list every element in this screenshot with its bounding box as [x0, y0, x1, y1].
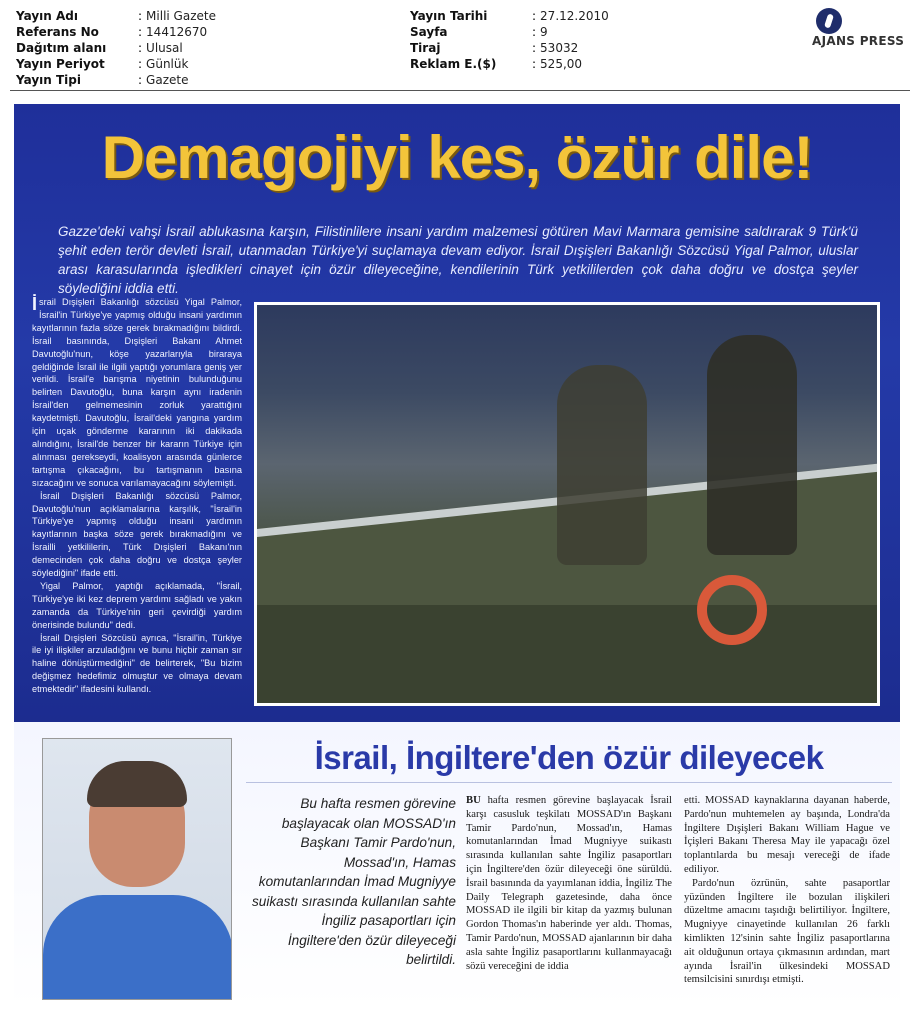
boat-photo: [254, 302, 880, 706]
meta-value: Milli Gazete: [146, 9, 216, 23]
meta-colon: :: [138, 9, 143, 23]
meta-value: 525,00: [540, 57, 583, 71]
body-paragraph-text: srail Dışişleri Bakanlığı sözcüsü Yigal Palmor, İsrail'in Türkiye'ye yapmış olduğu insani yardımın kayıtlarının fazla söze gerek bırakmadığını bildirdi. İsrail basınında, Dışişleri Bakanı Ahmet Davutoğlu'nun, köşe yazarlarıyla biraraya geldiğinde İsrail ile ilgili yaptığı yorumlara geniş yer verildi. İsrail'e barışma niyetinin bulunduğunu belirten Davutoğlu, buna karşın aynı iradenin İsrail'den gelmemesinin zorluk yarattığını kaydetmişti. Davutoğlu, İsrail'deki yangına yardım için uçak gönderme kararının iki dakikada alındığını, İsrail'de benzer bir kararın Türkiye için alınması gerekseydi, koalisyon arasında günlerce tartışma çıkacağını, bu tartışmanın basına sızacağını ve sonuca varılamayacağını söylemişti.: [32, 297, 242, 488]
meta-label: Dağıtım alanı: [16, 41, 107, 55]
sub-body-column-2: [684, 794, 890, 987]
meta-label: Reklam E.($): [410, 57, 497, 71]
person-hair-shape: [87, 761, 187, 807]
meta-label: Yayın Tipi: [16, 73, 81, 87]
meta-colon: :: [138, 41, 143, 55]
body-paragraph: [32, 296, 242, 490]
main-body-column: [32, 296, 242, 696]
meta-label: Tiraj: [410, 41, 441, 55]
meta-value: Ulusal: [146, 41, 183, 55]
lead-word: BU: [466, 795, 481, 806]
meta-label: Sayfa: [410, 25, 448, 39]
main-lead: Gazze'deki vahşi İsrail ablukasına karşın, Filistinlilere insani yardım malzemesi götüren Mavi Marmara gemisine saldırarak 9 Türk'ü şehit eden terör devleti İsrail, utanmadan Türkiye'yi suçlamaya devam ediyor. İsrail Dışişleri Bakanlığı Sözcüsü Yigal Palmor, uluslar arası karasularında işledikleri cinayet için özür dileyeceğine, kendilerinin Türk yetkililerden çok daha doğru ve dostça şeyler söylediğini iddia etti.: [58, 224, 858, 296]
soldier-figure-2: [707, 335, 797, 555]
meta-row: [16, 8, 396, 24]
sub-deck: Bu hafta resmen görevine başlayacak olan MOSSAD'ın Başkanı Tamir Pardo'nun, Mossad'ın, Hamas komutanlarından İmad Mugniyye suikastı sırasında kullanılan sahte İngiliz pasaportları için İngiltere'den özür dileyeceği belirtildi.: [251, 796, 456, 967]
ajans-press-logo: [812, 8, 912, 50]
meta-row: [16, 24, 396, 40]
body-paragraph: Pardo'nun özrünün, sahte pasaportlar yüzünden İngiltere ile bozulan ilişkileri düzeltme amacını taşıdığı belirtiliyor. İngiltere, Mugniyye cinayetinde kullanılan 26 farklı kimlikten 12'sinin sahte İngiliz pasaportlarına ait olduğunun ortaya çıkmasının ardından, mart ayında İsrail'in ülkesindeki MOSSAD temsilcisini sınırdışı etmişti.: [684, 877, 890, 986]
body-paragraph-text: hafta resmen görevine başlayacak İsrail karşı casusluk teşkilatı MOSSAD'ın Başkanı Tamir Pardo'nun, Mossad'ın, Hamas komutanlarından İmad Mugniyye suikastı sırasında kullanılan sahte İngiliz pasaportları için İngiltere'den özür dileyeceği öne sürüldü. İsrail basınında da yayımlanan iddia, İngiliz The Daily Telegraph gazetesinde, daha önce MOSSAD ile ilgili bir kitap da yazmış bulunan Gordon Thomas'ın haberinde yer aldı. Thomas, Tamir Pardo'nun, MOSSAD ajanlarının bir daha asla sahte İngiliz pasaportlarını kullanmayacağı sözü vereceğini de iddia: [466, 795, 672, 972]
meta-label: Yayın Adı: [16, 9, 78, 23]
meta-colon: :: [532, 9, 537, 23]
body-paragraph: [466, 794, 672, 973]
meta-row: [410, 40, 770, 56]
sub-headline: İsrail, İngiltere'den özür dileyecek: [314, 739, 824, 776]
meta-row: [410, 24, 770, 40]
newspaper-clipping: [14, 104, 912, 1008]
meta-colon: :: [138, 57, 143, 71]
meta-row: [410, 56, 770, 72]
body-paragraph: Yigal Palmor, yaptığı açıklamada, "İsrail, Türkiye'ye iki kez deprem yardımı sağladı ve yakın zamanda da Türkiye'nin geri çevirdiği yardım önerisinde bulundu" dedi.: [32, 580, 242, 630]
meta-colon: :: [532, 41, 537, 55]
main-article: [14, 104, 900, 722]
meta-value: 9: [540, 25, 548, 39]
meta-label: Yayın Tarihi: [410, 9, 488, 23]
meta-value: Günlük: [146, 57, 189, 71]
meta-row: [410, 8, 770, 24]
meta-label: Yayın Periyot: [16, 57, 105, 71]
sub-article: [14, 722, 900, 1008]
sub-body-column-1: [466, 794, 672, 973]
life-buoy-shape: [697, 575, 767, 645]
sub-headline-divider: [246, 782, 892, 783]
meta-value: 27.12.2010: [540, 9, 609, 23]
body-paragraph: etti. MOSSAD kaynaklarına dayanan haberde, Pardo'nun muhtemelen ay başında, Londra'da İngiltere Dışişleri Bakanı William Hague ve İçişleri Bakanı Theresa May ile yapacağı özel toplantılarda bu mesajı vereceği de ifade ediliyor.: [684, 795, 890, 875]
soldier-figure-1: [557, 365, 647, 565]
ajans-press-logo-icon: [816, 8, 842, 34]
meta-colon: :: [138, 25, 143, 39]
meta-value: 14412670: [146, 25, 208, 39]
meta-left-block: [16, 8, 396, 88]
header-divider: [10, 90, 910, 91]
main-headline: Demagojiyi kes, özür dile!: [101, 124, 813, 191]
ajans-press-logo-text: AJANS PRESS: [812, 34, 905, 48]
meta-right-block: [410, 8, 770, 72]
meta-value: 53032: [540, 41, 579, 55]
body-paragraph: İsrail Dışişleri Sözcüsü ayrıca, "İsrail'in, Türkiye ile iyi ilişkiler arzuladığını ve bunu hiçbir zaman sır haline dönüştürmediğini" de belirterek, "Bu bizim değişmez hedefimiz olmuştur ve olmaya devam etmektedir" ifadesini kullandı.: [32, 632, 242, 695]
meta-label: Referans No: [16, 25, 99, 39]
meta-row: [16, 72, 396, 88]
meta-colon: :: [138, 73, 143, 87]
meta-colon: :: [532, 57, 537, 71]
person-photo: [42, 738, 232, 1000]
meta-colon: :: [532, 25, 537, 39]
meta-value: Gazete: [146, 73, 189, 87]
meta-row: [16, 40, 396, 56]
boat-deck-shape: [257, 605, 880, 706]
meta-row: [16, 56, 396, 72]
person-shirt-shape: [43, 895, 232, 1000]
dropcap: İ: [32, 294, 38, 314]
body-paragraph: İsrail Dışişleri Bakanlığı sözcüsü Palmor, Davutoğlu'nun açıklamalarına karşılık, "İsrail'in Türkiye'ye yapmış olduğu insani yardımın kayıtlarının başka söze gerek bırakmadığını ve İsrailli yetkililerin, Türk Dışişleri Bakanı'nın demecinden çok daha doğru ve dostça şeyler söylediğini" ifade etti.: [32, 490, 242, 579]
